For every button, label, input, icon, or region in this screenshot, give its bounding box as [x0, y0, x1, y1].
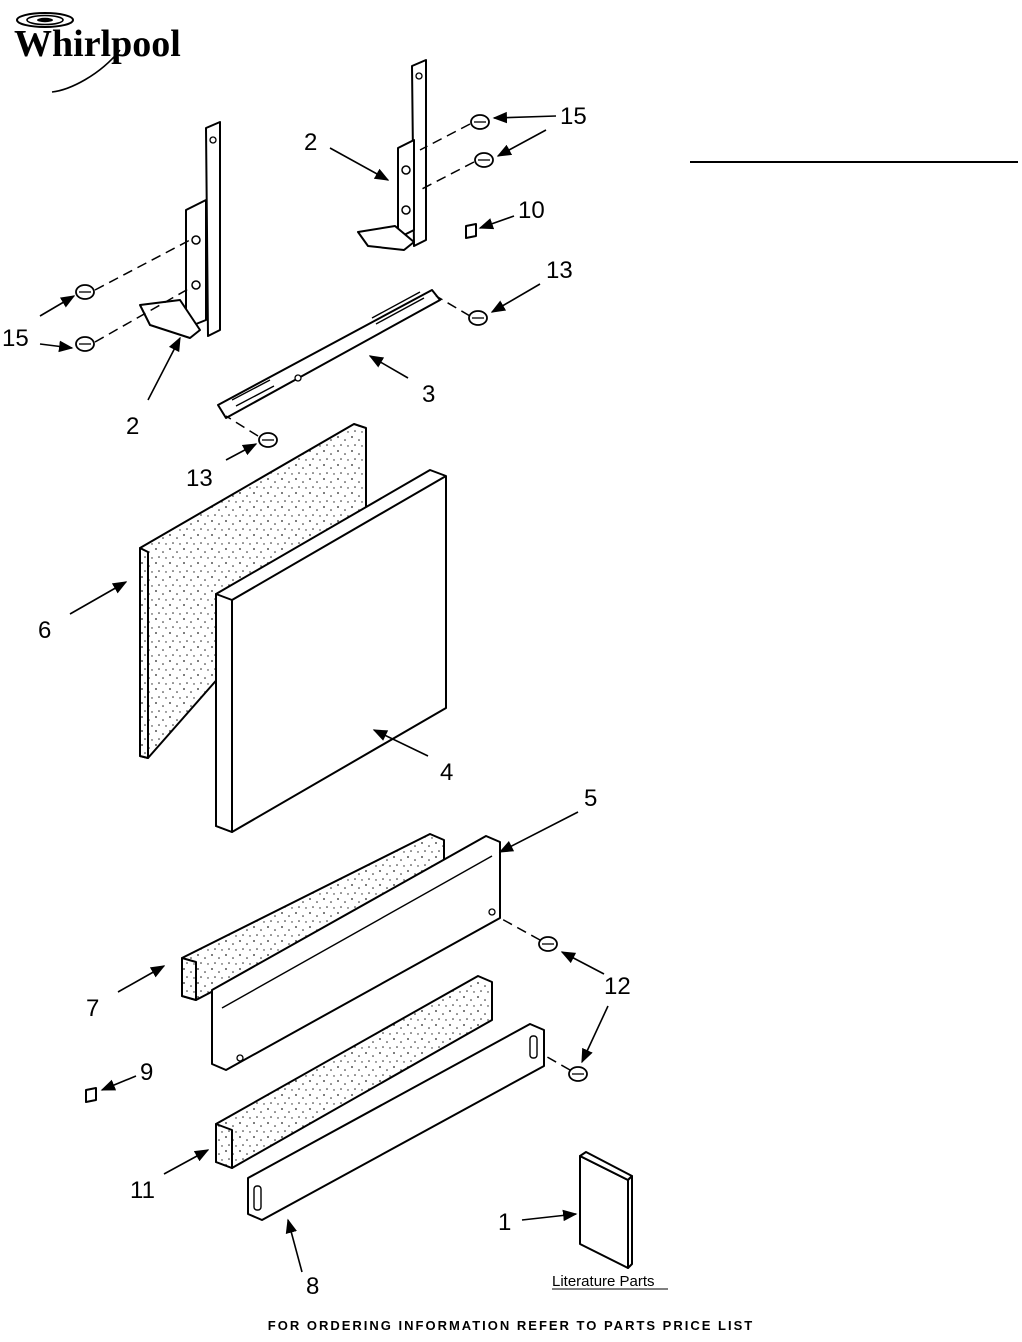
callout-4: 4 — [440, 759, 454, 786]
screw-15-right-lower — [475, 153, 493, 167]
callout-13-left: 13 — [186, 465, 213, 492]
callout-11: 11 — [130, 1177, 155, 1204]
clip-9 — [86, 1088, 96, 1102]
screw-13-right — [469, 311, 487, 325]
callout-12: 12 — [604, 973, 631, 1000]
callout-8: 8 — [306, 1273, 320, 1300]
part-2-top-hinge-arm — [358, 60, 426, 250]
part-1-literature — [580, 1152, 632, 1268]
part-3-support-rail — [218, 290, 440, 418]
callout-7: 7 — [86, 995, 100, 1022]
callout-13-right: 13 — [546, 257, 573, 284]
screw-15-left-upper — [76, 285, 94, 299]
whirlpool-logo — [14, 13, 181, 92]
part-2-left-hinge-arm — [140, 122, 220, 338]
screw-12-lower — [569, 1067, 587, 1081]
callout-1: 1 — [498, 1209, 512, 1236]
literature-parts-label: Literature Parts — [552, 1273, 655, 1290]
screw-13-left — [259, 433, 277, 447]
callout-2-left: 2 — [126, 413, 140, 440]
screw-15-right-upper — [471, 115, 489, 129]
screw-15-left-lower — [76, 337, 94, 351]
brand-wordmark: Whirlpool — [14, 23, 181, 65]
callout-15-right: 15 — [560, 103, 587, 130]
callout-6: 6 — [38, 617, 52, 644]
callout-15-left: 15 — [2, 325, 29, 352]
callout-10: 10 — [518, 197, 545, 224]
screw-12-upper — [539, 937, 557, 951]
callout-2-top: 2 — [304, 129, 318, 156]
callout-3: 3 — [422, 381, 436, 408]
callout-9: 9 — [140, 1059, 154, 1086]
callout-5: 5 — [584, 785, 598, 812]
clip-10 — [466, 224, 476, 238]
footer-ordering-note: FOR ORDERING INFORMATION REFER TO PARTS PRICE LIST — [267, 1318, 755, 1333]
